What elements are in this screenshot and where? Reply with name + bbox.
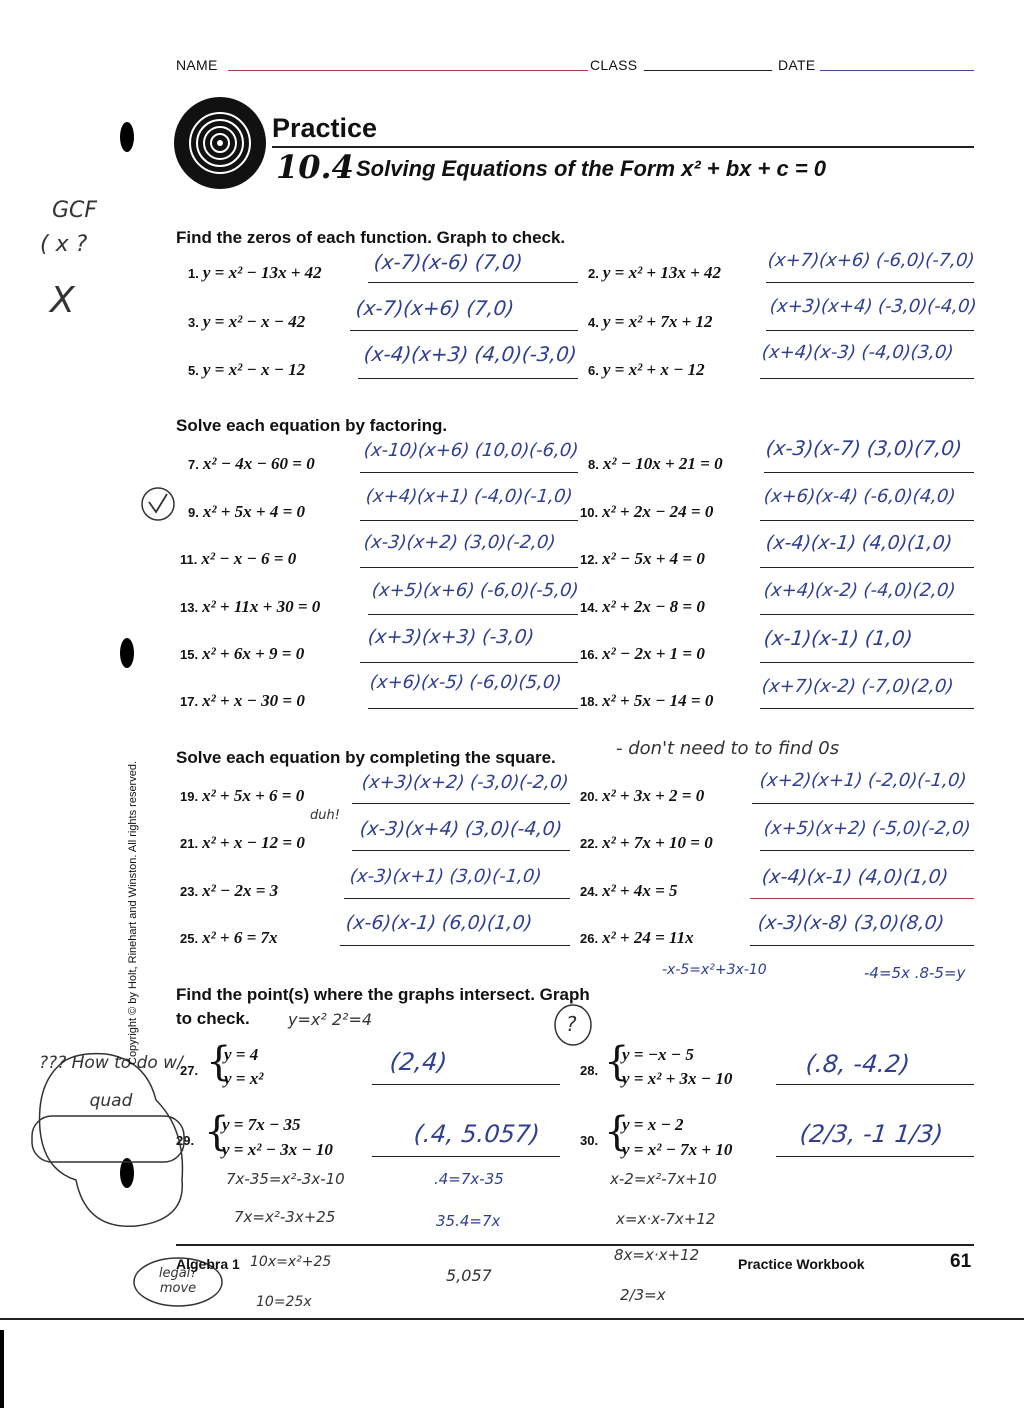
checkmark-circle-icon xyxy=(140,486,176,522)
problem-17: 17. x² + x − 30 = 0 xyxy=(180,691,305,710)
work-29g: 5,057 xyxy=(446,1266,492,1285)
problem-10: 10. x² + 2x − 24 = 0 xyxy=(580,502,714,521)
answer-11[interactable]: (x-3)(x+2) (3,0)(-2,0) xyxy=(362,532,557,553)
problem-27-eq1: y = 4 xyxy=(224,1045,259,1064)
answer-25[interactable]: (x-6)(x-1) (6,0)(1,0) xyxy=(344,912,534,934)
problem-13: 13. x² + 11x + 30 = 0 xyxy=(180,597,321,616)
work-30c: 8x=x·x+12 xyxy=(614,1246,700,1264)
work-29f: 35.4=7x xyxy=(436,1212,501,1230)
lesson-subtitle: Solving Equations of the Form x² + bx + c = 0 xyxy=(356,156,827,181)
problem-12: 12. x² − 5x + 4 = 0 xyxy=(580,549,705,568)
name-field[interactable] xyxy=(228,70,588,71)
answer-8[interactable]: (x-3)(x-7) (3,0)(7,0) xyxy=(764,436,964,460)
problem-26: 26. x² + 24 = 11x xyxy=(580,928,694,947)
practice-title: Practice xyxy=(272,113,378,143)
answer-24[interactable]: (x-4)(x-1) (4,0)(1,0) xyxy=(760,866,950,888)
binder-hole xyxy=(120,122,134,152)
margin-x-mark: X xyxy=(50,280,75,321)
section-intersect-heading-2: to check. xyxy=(176,1009,250,1028)
answer-18[interactable]: (x+7)(x-2) (-7,0)(2,0) xyxy=(760,676,955,697)
answer-13[interactable]: (x+5)(x+6) (-6,0)(-5,0) xyxy=(370,580,580,601)
answer-3[interactable]: (x-7)(x+6) (7,0) xyxy=(354,296,516,320)
problem-29-num: 29. xyxy=(176,1133,195,1148)
problem-30-eq1: y = x − 2 xyxy=(622,1115,684,1134)
work-28b: -4=5x .8-5=y xyxy=(864,964,966,982)
answer-4[interactable]: (x+3)(x+4) (-3,0)(-4,0) xyxy=(768,296,978,317)
problem-27-num: 27. xyxy=(180,1063,199,1078)
answer-23[interactable]: (x-3)(x+1) (3,0)(-1,0) xyxy=(348,866,543,887)
duh-note: duh! xyxy=(310,808,340,823)
answer-26[interactable]: (x-3)(x-8) (3,0)(8,0) xyxy=(756,912,946,934)
problem-28-eq1: y = −x − 5 xyxy=(622,1045,694,1064)
section-factoring-heading: Solve each equation by factoring. xyxy=(176,416,448,435)
answer-19[interactable]: (x+3)(x+2) (-3,0)(-2,0) xyxy=(360,772,570,793)
problem-4: 4. y = x² + 7x + 12 xyxy=(588,312,713,331)
work-30a: x-2=x²-7x+10 xyxy=(610,1170,717,1188)
brace-30: { xyxy=(604,1109,630,1155)
problem-7: 7. x² − 4x − 60 = 0 xyxy=(188,454,315,473)
answer-6[interactable]: (x+4)(x-3) (-4,0)(3,0) xyxy=(760,342,955,363)
problem-9: 9. x² + 5x + 4 = 0 xyxy=(188,502,306,521)
answer-16[interactable]: (x-1)(x-1) (1,0) xyxy=(762,626,914,650)
problem-24: 24. x² + 4x = 5 xyxy=(580,881,678,900)
problem-29-eq1: y = 7x − 35 xyxy=(222,1115,301,1134)
answer-15[interactable]: (x+3)(x+3) (-3,0) xyxy=(366,626,536,648)
class-label: CLASS xyxy=(590,57,638,73)
footer-book-title: Algebra 1 xyxy=(176,1256,240,1272)
problem-8: 8. x² − 10x + 21 = 0 xyxy=(588,454,723,473)
title-rule xyxy=(272,146,974,148)
work-29c: 10x=x²+25 xyxy=(250,1254,332,1270)
page-number: 61 xyxy=(950,1251,972,1272)
answer-5[interactable]: (x-4)(x+3) (4,0)(-3,0) xyxy=(362,342,578,366)
answer-9[interactable]: (x+4)(x+1) (-4,0)(-1,0) xyxy=(364,486,574,507)
brace-28: { xyxy=(604,1039,630,1085)
answer-28[interactable]: (.8, -4.2) xyxy=(804,1050,912,1078)
work-29e: .4=7x-35 xyxy=(434,1170,504,1188)
footer-workbook-label: Practice Workbook xyxy=(738,1256,865,1272)
work-29a: 7x-35=x²-3x-10 xyxy=(226,1170,345,1188)
answer-20[interactable]: (x+2)(x+1) (-2,0)(-1,0) xyxy=(758,770,968,791)
answer-2[interactable]: (x+7)(x+6) (-6,0)(-7,0) xyxy=(766,250,976,271)
practice-logo-icon xyxy=(170,95,270,191)
work-29d: 10=25x xyxy=(256,1294,312,1310)
answer-7[interactable]: (x-10)(x+6) (10,0)(-6,0) xyxy=(362,440,580,461)
name-label: NAME xyxy=(176,57,218,73)
legal-move-note: legal? move xyxy=(158,1266,198,1296)
problem-30-eq2: y = x² − 7x + 10 xyxy=(622,1140,733,1159)
copyright-notice: Copyright © by Holt, Rinehart and Winston. All rights reserved. xyxy=(127,760,139,1065)
answer-10[interactable]: (x+6)(x-4) (-6,0)(4,0) xyxy=(762,486,957,507)
problem-1: 1. y = x² − 13x + 42 xyxy=(188,263,322,282)
problem-3: 3. y = x² − x − 42 xyxy=(188,312,306,331)
problem-19: 19. x² + 5x + 6 = 0 xyxy=(180,786,305,805)
how-to-do-note: ??? How to do w/ quad xyxy=(39,1053,183,1111)
answer-14[interactable]: (x+4)(x-2) (-4,0)(2,0) xyxy=(762,580,957,601)
problem-22: 22. x² + 7x + 10 = 0 xyxy=(580,833,713,852)
answer-30[interactable]: (2/3, -1 1/3) xyxy=(798,1120,945,1148)
gcf-note: GCF xyxy=(52,198,98,223)
answer-12[interactable]: (x-4)(x-1) (4,0)(1,0) xyxy=(764,532,954,554)
problem-30-num: 30. xyxy=(580,1133,599,1148)
problem-20: 20. x² + 3x + 2 = 0 xyxy=(580,786,705,805)
problem-15: 15. x² + 6x + 9 = 0 xyxy=(180,644,305,663)
lesson-number: 10.4 xyxy=(276,148,354,186)
date-field[interactable] xyxy=(820,70,974,71)
problem-28-num: 28. xyxy=(580,1063,599,1078)
section-intersect-heading: Find the point(s) where the graphs intersect. Graph xyxy=(176,985,590,1004)
circled-question-mark: ? xyxy=(566,1012,577,1036)
problem-28-eq2: y = x² + 3x − 10 xyxy=(622,1069,733,1088)
brace-27: { xyxy=(206,1039,232,1085)
binder-hole xyxy=(120,638,134,668)
problem-14: 14. x² + 2x − 8 = 0 xyxy=(580,597,705,616)
margin-scribble: ( ⅹ ? xyxy=(40,232,88,257)
problem-18: 18. x² + 5x − 14 = 0 xyxy=(580,691,714,710)
work-28: -x-5=x²+3x-10 xyxy=(662,962,767,978)
date-label: DATE xyxy=(778,57,816,73)
work-30b: x=x·x-7x+12 xyxy=(616,1210,716,1228)
problem-29-eq2: y = x² − 3x − 10 xyxy=(222,1140,333,1159)
problem-6: 6. y = x² + x − 12 xyxy=(588,360,705,379)
work-30d: 2/3=x xyxy=(620,1286,666,1304)
answer-22[interactable]: (x+5)(x+2) (-5,0)(-2,0) xyxy=(762,818,972,839)
problem-27-eq2: y = x² xyxy=(224,1069,264,1088)
section-completing-square-heading: Solve each equation by completing the square. xyxy=(176,748,556,767)
problem-21: 21. x² + x − 12 = 0 xyxy=(180,833,305,852)
answer-21[interactable]: (x-3)(x+4) (3,0)(-4,0) xyxy=(358,818,564,840)
work-29b: 7x=x²-3x+25 xyxy=(234,1208,336,1226)
answer-17[interactable]: (x+6)(x-5) (-6,0)(5,0) xyxy=(368,672,563,693)
problem-11: 11. x² − x − 6 = 0 xyxy=(180,549,297,568)
answer-1[interactable]: (x-7)(x-6) (7,0) xyxy=(372,250,524,274)
scan-edge-line xyxy=(0,1318,1024,1320)
problem-2: 2. y = x² + 13x + 42 xyxy=(588,263,722,282)
brace-29: { xyxy=(204,1109,230,1155)
problem-23: 23. x² − 2x = 3 xyxy=(180,881,279,900)
dont-need-note: - don't need to to find 0s xyxy=(616,738,840,759)
section-zeros-heading: Find the zeros of each function. Graph to check. xyxy=(176,228,566,247)
class-field[interactable] xyxy=(644,70,772,71)
scan-edge-mark xyxy=(0,1330,4,1408)
answer-27[interactable]: (2,4) xyxy=(388,1048,449,1076)
answer-29[interactable]: (.4, 5.057) xyxy=(412,1120,542,1148)
problem-16: 16. x² − 2x + 1 = 0 xyxy=(580,644,705,663)
work-27: y=x² 2²=4 xyxy=(288,1010,373,1029)
problem-25: 25. x² + 6 = 7x xyxy=(180,928,278,947)
footer-rule xyxy=(176,1244,974,1246)
problem-5: 5. y = x² − x − 12 xyxy=(188,360,306,379)
